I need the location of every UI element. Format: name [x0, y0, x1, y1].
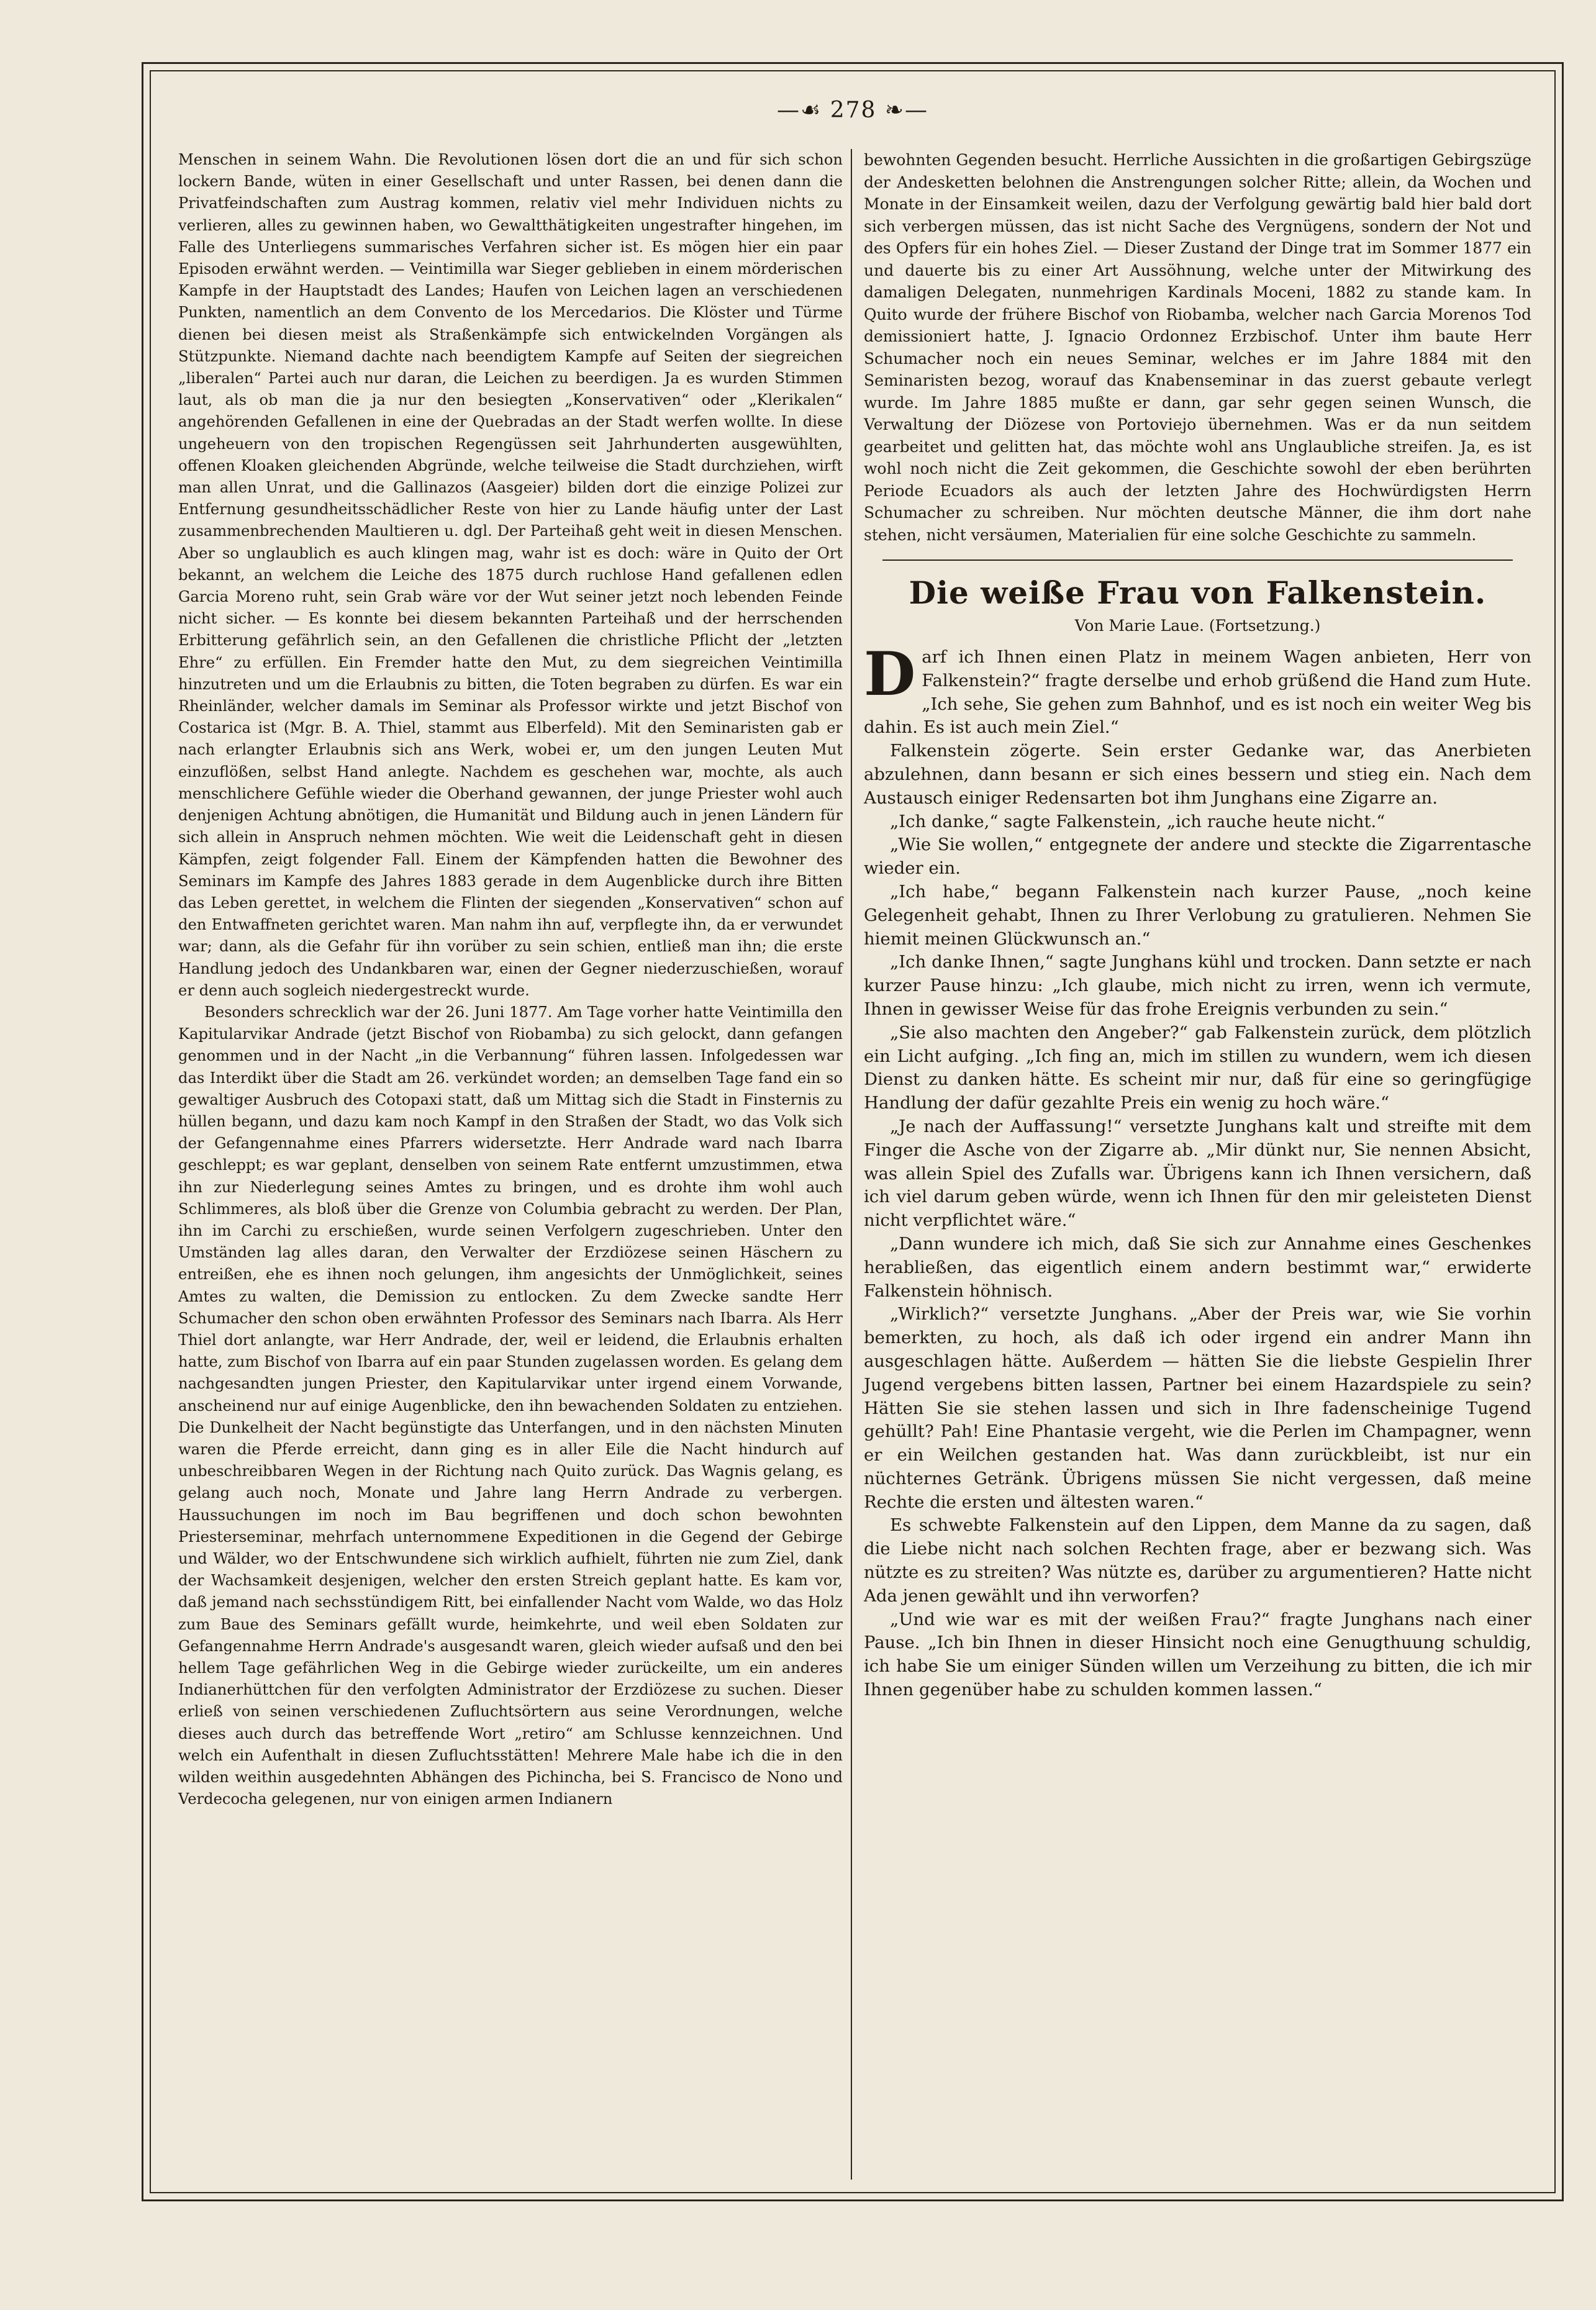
story-first-paragraph-text: arf ich Ihnen einen Platz in meinem Wagen anbieten, Herr von Falkenstein?“ fragte derselbe und erhob grüßend die Hand zum Hute. „Ich sehe, Sie gehen zum Bahnhof, und es ist noch ein weiter Weg bis dahin. Es ist auch mein Ziel.“ — [864, 647, 1531, 738]
left-paragraph-2: Besonders schrecklich war der 26. Juni 1877. Am Tage vorher hatte Veintimilla den Kapitularvikar Andrade (jetzt Bischof von Riobamba) zu sich gelockt, dann gefangen genommen und in der Nacht „in die Verbannung“ führen lassen. Infolgedessen war das Interdikt über die Stadt am 26. verkündet worden; an demselben Tage fand ein so gewaltiger Ausbruch des Cotopaxi statt, daß um Mittag sich die Stadt in Finsternis zu hüllen begann, und dazu kam noch Kampf in den Straßen der Stadt, wo das Volk sich der Gefangennahme eines Pfarrers widersetzte. Herr Andrade ward nach Ibarra geschleppt; es war geplant, denselben von seinem Rate entfernt umzustimmen, etwa ihn zur Niederlegung seines Amtes zu bringen, und es drohte ihm wohl auch Schlimmeres, als bloß über die Grenze von Columbia gebracht zu werden. Der Plan, ihn im Carchi zu erschießen, wurde seinen Verfolgern zugeschrieben. Unter den Umständen lag alles daran, den Verwalter der Erzdiözese seinen Häschern zu entreißen, ehe es ihnen noch gelungen, ihm angesichts der Unmöglichkeit, seines Amtes zu walten, die Demission zu entlocken. Zu dem Zwecke sandte Herr Schumacher den schon oben erwähnten Professor des Seminars nach Ibarra. Als Herr Thiel dort anlangte, war Herr Andrade, der, weil er leidend, die Erlaubnis erhalten hatte, zum Bischof von Ibarra auf ein paar Stunden zugelassen worden. Es gelang dem nachgesandten jungen Priester, den Kapitularvikar unter irgend einem Vorwande, anscheinend nur auf einige Augenblicke, den ihn bewachenden Soldaten zu entziehen. Die Dunkelheit der Nacht begünstigte das Unterfangen, und in den nächsten Minuten waren die Pferde erreicht, dann ging es in aller Eile die Nacht hindurch auf unbeschreibbaren Wegen in der Richtung nach Quito zurück. Das Wagnis gelang, es gelang auch noch, Monate und Jahre lang Herrn Andrade zu verbergen. Haussuchungen im noch im Bau begriffenen und doch schon bewohnten Priesterseminar, mehrfach unternommene Expeditionen in die Gegend der Gebirge und Wälder, wo der Entschwundene sich wirklich aufhielt, führten nie zum Ziel, dank der Wachsamkeit desjenigen, welcher den ersten Streich geplant hatte. Es kam vor, daß jemand nach sechsstündigem Ritt, bei einfallender Nacht vom Walde, wo das Holz zum Baue des Seminars gefällt wurde, heimkehrte, und weil eben Soldaten zur Gefangennahme Herrn Andrade's ausgesandt waren, gleich wieder aufsaß und den bei hellem Tage gefährlichen Weg in die Gebirge wieder zurückeilte, um ein anderes Indianerhüttchen für den verfolgten Administrator der Erzdiözese zu suchen. Dieser erließ von seinen verschiedenen Zufluchtsörtern aus seine Verordnungen, welche dieses auch durch das betreffende Wort „retiro“ am Schlusse kennzeichnen. Und welch ein Aufenthalt in diesen Zufluchtsstätten! Mehrere Male habe ich die in den wilden weithin ausgedehnten Abhängen des Pichincha, bei S. Francisco de Nono und Verdecocha gelegenen, nur von einigen armen Indianern — [178, 1003, 843, 1808]
dropcap: D — [864, 639, 916, 709]
inner-frame — [150, 70, 1556, 2193]
column-divider — [851, 149, 852, 2180]
story-paragraph-3: „Wie Sie wollen,“ entgegnete der andere und steckte die Zigarrentasche wieder ein. — [864, 835, 1531, 879]
right-lead-paragraph: bewohnten Gegenden besucht. Herrliche Aussichten in die großartigen Gebirgszüge der Andesketten belohnen die Anstrengungen solcher Ritte; allein, da Wochen und Monate in der Einsamkeit weilen, dazu der Verfolgung gewärtig bald hier bald dort sich verbergen müssen, das ist nicht Sache des Vergnügens, sondern der Not und des Opfers für ein hohes Ziel. — Dieser Zustand der Dinge trat im Sommer 1877 ein und dauerte bis zu einer Art Aussöhnung, welche unter der Mitwirkung des damaligen Delegaten, nunmehrigen Kardinals Moceni, 1882 zu stande kam. In Quito wurde der frühere Bischof von Riobamba, welcher nach Garcia Morenos Tod demissioniert hatte, J. Ignacio Ordonnez Erzbischof. Unter ihm baute Herr Schumacher noch ein neues Seminar, welches er im Jahre 1884 mit den Seminaristen bezog, worauf das Knabenseminar in das zuerst gebaute verlegt wurde. Im Jahre 1885 mußte er dann, gar sehr gegen seinen Wunsch, die Verwaltung der Diözese von Portoviejo übernehmen. Was er da nun seitdem gearbeitet und gelitten hat, das möchte wohl ans Unglaubliche streifen. Ja, es ist wohl noch nicht die Zeit gekommen, die Geschichte sowohl der eben berührten Periode Ecuadors als auch der letzten Jahre des Hochwürdigsten Herrn Schumacher zu schreiben. Nur möchten deutsche Männer, die ihm dort nahe stehen, nicht versäumen, Materialien für eine solche Geschichte zu sammeln. — [864, 151, 1531, 544]
story-paragraph-4: „Ich habe,“ begann Falkenstein nach kurzer Pause, „noch keine Gelegenheit gehabt, Ihnen zu Ihrer Verlobung zu gratulieren. Nehmen Sie hiemit meinen Glückwunsch an.“ — [864, 881, 1531, 949]
page-number: 278 — [830, 97, 877, 123]
ornament-left: —☙ — [776, 97, 830, 123]
section-rule — [882, 559, 1513, 561]
left-column — [178, 149, 843, 2180]
story-paragraph-8: „Dann wundere ich mich, daß Sie sich zur Annahme eines Geschenkes herabließen, das eigentlich einem andern bestimmt war,“ erwiderte Falkenstein höhnisch. — [864, 1233, 1531, 1301]
story-paragraph-6: „Sie also machten den Angeber?“ gab Falkenstein zurück, dem plötzlich ein Licht aufging. „Ich fing an, mich im stillen zu wundern, wem ich diesen Dienst zu danken hätte. Es scheint mir nur, daß für eine so geringfügige Handlung der dafür gezahlte Preis ein wenig zu hoch wäre.“ — [864, 1022, 1531, 1113]
page-header — [151, 97, 1554, 123]
right-column — [864, 149, 1531, 2180]
story-paragraph-11: „Und wie war es mit der weißen Frau?“ fragte Junghans nach einer Pause. „Ich bin Ihnen in dieser Hinsicht noch eine Genugthuung schuldig, ich habe Sie um einiger Sünden willen um Verzeihung zu bitten, die ich mir Ihnen gegenüber habe zu schulden kommen lassen.“ — [864, 1609, 1531, 1700]
page-frame — [142, 62, 1564, 2201]
story-paragraph-5: „Ich danke Ihnen,“ sagte Junghans kühl und trocken. Dann setzte er nach kurzer Pause hinzu: „Ich glaube, mich nicht zu irren, wenn ich vermute, Ihnen in gewisser Weise für das frohe Ereignis verbunden zu sein.“ — [864, 952, 1531, 1019]
story-first-paragraph — [864, 639, 1531, 740]
story-paragraph-2: „Ich danke,“ sagte Falkenstein, „ich rauche heute nicht.“ — [890, 811, 1385, 831]
left-paragraph-1: Menschen in seinem Wahn. Die Revolutionen lösen dort die an und für sich schon lockern Bande, wüten in einer Gesellschaft und unter Rassen, bei denen dann die Privatfeindschaften zum Austrag kommen, relativ viel mehr Individuen nichts zu verlieren, alles zu gewinnen haben, wo Gewaltthätigkeiten ungestrafter hingehen, im Falle des Unterliegens summarisches Verfahren sicher ist. Es mögen hier ein paar Episoden erwähnt werden. — Veintimilla war Sieger geblieben in einem mörderischen Kampfe in der Hauptstadt des Landes; Haufen von Leichen lagen an verschiedenen Punkten, namentlich an dem Convento de los Mercedarios. Die Klöster und Türme dienen bei diesen meist als Straßenkämpfe sich entwickelnden Vorgängen als Stützpunkte. Niemand dachte nach beendigtem Kampfe auf Seiten der siegreichen „liberalen“ Partei auch nur daran, die Leichen zu beerdigen. Ja es wurden Stimmen laut, als ob man die ja nur den besiegten „Konservativen“ oder „Klerikalen“ angehörenden Gefallenen in eine der Quebradas an der Stadt werfen wollte. In diese ungeheuern von den tropischen Regengüssen seit Jahrhunderten ausgewühlten, offenen Kloaken gleichenden Abgründe, welche teilweise die Stadt durchziehen, wirft man allen Unrat, und die Gallinazos (Aasgeier) bilden dort die einzige Polizei zur Entfernung gesundheitsschädlicher Reste von hier zu Lande häufig unter der Last zusammenbrechenden Maultieren u. dgl. Der Parteihaß geht weit in diesen Menschen. Aber so unglaublich es auch klingen mag, wahr ist es doch: wäre in Quito der Ort bekannt, an welchem die Leiche des 1875 durch ruchlose Hand gefallenen edlen Garcia Moreno ruht, sein Grab wäre vor der Wut seiner jetzt noch lebenden Feinde nicht sicher. — Es konnte bei diesem bekannten Parteihaß und der herrschenden Erbitterung gefährlich sein, an den Gefallenen die christliche Pflicht der „letzten Ehre“ zu erfüllen. Ein Fremder hatte den Mut, zu dem siegreichen Veintimilla hinzutreten und um die Erlaubnis zu bitten, die Toten begraben zu dürfen. Es war ein Rheinländer, welcher damals im Seminar als Professor wirkte und jetzt Bischof von Costarica ist (Mgr. B. A. Thiel, stammt aus Elberfeld). Mit den Seminaristen gab er nach erlangter Erlaubnis sich ans Werk, wobei er, um den jungen Leuten Mut einzuflößen, selbst Hand anlegte. Nachdem es geschehen war, mochte, als auch menschlichere Gefühle wieder die Oberhand gewannen, der junge Priester wohl auch denjenigen Achtung abnötigen, die Humanität und Bildung auch in jenen Ländern für sich allein in Anspruch nehmen möchten. Wie weit die Leidenschaft geht in diesen Kämpfen, zeigt folgender Fall. Einem der Kämpfenden hatten die Bewohner des Seminars im Kampfe des Jahres 1883 gerade in dem Augenblicke durch ihre Bitten das Leben gerettet, in welchem die Flinten der siegenden „Konservativen“ schon auf den Entwaffneten gerichtet waren. Man nahm ihn auf, verpflegte ihn, da er verwundet war; dann, als die Gefahr für ihn vorüber zu sein schien, entließ man ihn; die erste Handlung jedoch des Undankbaren war, einen der Gegner niederzuschießen, worauf er denn auch sogleich niedergestreckt wurde. — [178, 151, 843, 999]
story-paragraph-7: „Je nach der Auffassung!“ versetzte Junghans kalt und streifte mit dem Finger die Asche von der Zigarre ab. „Mir dünkt nur, Sie nennen Absicht, was allein Spiel des Zufalls war. Übrigens kann ich Ihnen versichern, daß ich viel darum geben würde, wenn ich Ihnen für den mir geleisteten Dienst nicht verpflichtet wäre.“ — [864, 1116, 1531, 1231]
right-lead-section — [864, 149, 1531, 546]
story-paragraph-1: Falkenstein zögerte. Sein erster Gedanke war, das Anerbieten abzulehnen, dann besann er sich eines bessern und stieg ein. Nach dem Austausch einiger Redensarten bot ihm Junghans eine Zigarre an. — [864, 741, 1531, 808]
ornament-right: ❧— — [876, 97, 929, 123]
story-byline: Von Marie Laue. (Fortsetzung.) — [1074, 617, 1321, 635]
story — [864, 574, 1531, 1702]
story-paragraph-10: Es schwebte Falkenstein auf den Lippen, dem Manne da zu sagen, daß die Liebe nicht nach solchen Rechten frage, aber er bezwang sich. Was nützte es zu streiten? Was nützte es, darüber zu argumentieren? Hatte nicht Ada jenen gewählt und ihn verworfen? — [864, 1515, 1531, 1606]
story-title: Die weiße Frau von Falkenstein. — [909, 574, 1487, 611]
story-paragraph-9: „Wirklich?“ versetzte Junghans. „Aber der Preis war, wie Sie vorhin bemerkten, zu hoch, als daß ich oder irgend ein andrer Mann ihn ausgeschlagen hätte. Außerdem — hätten Sie die liebste Gespielin Ihrer Jugend vergebens bitten lassen, Partner bei einem Hazardspiele zu sein? Hätten Sie sie stehen lassen und sich in Ihre fadenscheinige Tugend gehüllt? Pah! Eine Phantasie vergeht, wie die Perlen im Champagner, wenn er ein Weilchen gestanden hat. Was dann zurückbleibt, ist nur ein nüchternes Getränk. Übrigens müssen Sie nicht vergessen, daß meine Rechte die ersten und ältesten waren.“ — [864, 1304, 1531, 1512]
